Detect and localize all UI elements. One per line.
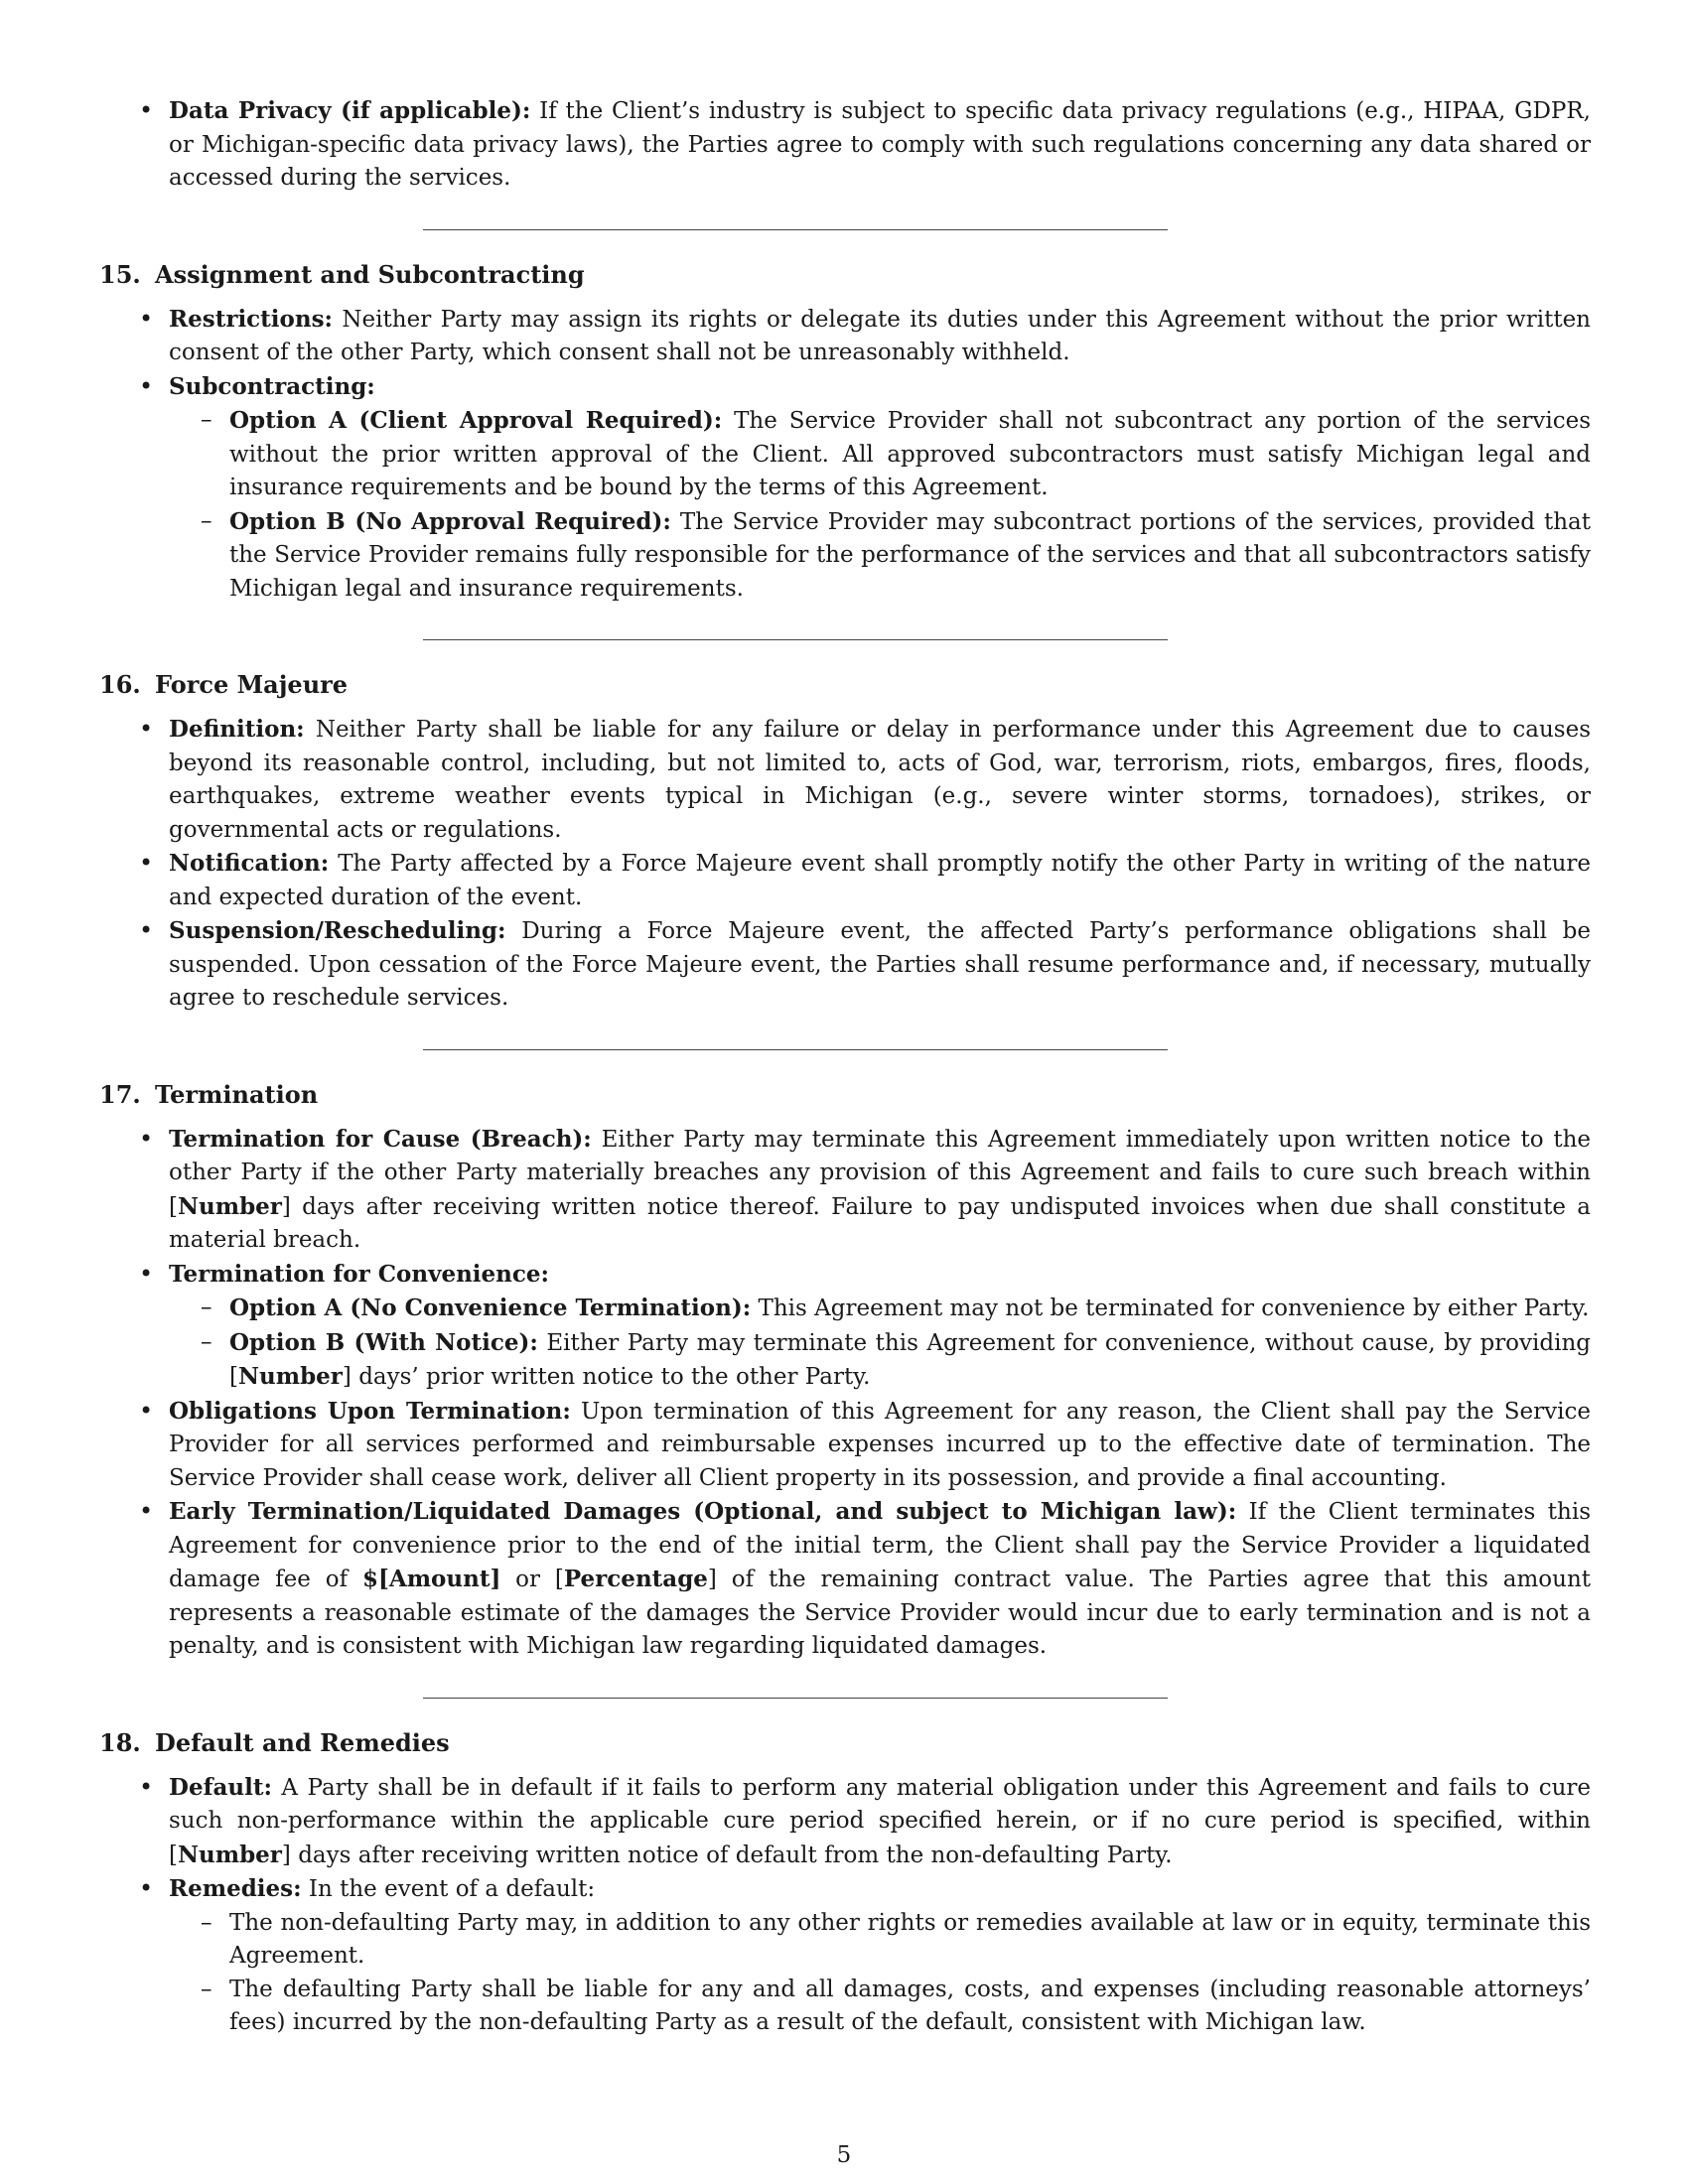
termination-cause-text: Either Party may terminate this Agreement immediately upon written notice to the other Party if the other Party materially breaches any provision of this Agreement and fails to cure such breach within [: [169, 1126, 1592, 1220]
convenience-options: [169, 1292, 1591, 1395]
subcontracting-options: [169, 404, 1591, 606]
subcontracting-option-a: [169, 404, 1591, 505]
termination-cause-label: Termination for Cause (Breach):: [169, 1125, 592, 1153]
early-termination-label: Early Termination/Liquidated Damages (Optional, and subject to Michigan law):: [169, 1498, 1237, 1525]
early-termination-text-end: ] of the remaining contract value. The Parties agree that this amount represents a reasonable estimate of the damages the Service Provider would incur due to early termination and is not a penalty, and is consistent with Michigan law regarding liquidated damages.: [169, 1567, 1591, 1659]
restrictions-item: [99, 303, 1591, 370]
section-18-number: 18.: [99, 1727, 141, 1757]
option-b-label: Option B (No Approval Required):: [229, 507, 671, 535]
convenience-option-a-text: This Agreement may not be terminated for convenience by either Party.: [751, 1296, 1590, 1321]
data-privacy-item: [99, 94, 1591, 196]
subcontracting-option-b: [169, 505, 1591, 607]
convenience-option-b-text-end: ] days’ prior written notice to the other Party.: [342, 1364, 871, 1390]
notification-item: [99, 847, 1591, 914]
amount-placeholder: $[Amount]: [361, 1566, 501, 1592]
remedies-item: [99, 1872, 1591, 2040]
obligations-text: Upon termination of this Agreement for any reason, the Client shall pay the Service Provider for all services performed and reimbursable expenses incurred up to the effective date of termination. The Service Provider shall cease work, deliver all Client property in its possession, and provide a final accounting.: [169, 1398, 1591, 1491]
default-number-placeholder: Number: [177, 1841, 282, 1868]
document-page: [99, 94, 1591, 2040]
section-18-title: Default and Remedies: [155, 1727, 450, 1757]
convenience-option-b: [169, 1326, 1591, 1395]
remedies-label: Remedies:: [169, 1875, 302, 1902]
suspension-label: Suspension/Rescheduling:: [169, 917, 506, 944]
section-17-list: [99, 1123, 1591, 1664]
convenience-option-b-label: Option B (With Notice):: [229, 1328, 538, 1356]
restrictions-label: Restrictions:: [169, 305, 334, 333]
suspension-text: During a Force Majeure event, the affected Party’s performance obligations shall be suspended. Upon cessation of the Force Majeure event, the Parties shall resume performance and, if necessary, mutually agree to reschedule services.: [169, 918, 1591, 1011]
default-item: [99, 1771, 1591, 1873]
obligations-item: [99, 1395, 1591, 1496]
cause-number-placeholder: Number: [177, 1192, 282, 1220]
termination-convenience-label: Termination for Convenience:: [169, 1260, 550, 1288]
default-text: A Party shall be in default if it fails to perform any material obligation under this Agreement and fails to cure such non-performance within the applicable cure period specified herein, or if no cure period is specified, within [: [169, 1774, 1591, 1868]
early-termination-text-mid: or [: [500, 1567, 564, 1592]
remedies-text: In the event of a default:: [301, 1876, 596, 1902]
option-b-text: The Service Provider may subcontract portions of the services, provided that the Service Provider remains fully responsible for the performance of the services and that all subcontractors satisfy Michigan legal and insurance requirements.: [229, 508, 1591, 602]
definition-item: [99, 713, 1591, 847]
data-privacy-label: Data Privacy (if applicable):: [169, 97, 531, 124]
section-divider: [423, 1049, 1168, 1050]
convenience-option-a-label: Option A (No Convenience Termination):: [229, 1295, 752, 1321]
section-divider: [423, 1698, 1168, 1699]
option-a-label: Option A (Client Approval Required):: [229, 407, 723, 434]
remedy-item: – The non-defaulting Party may, in addition to any other rights or remedies available at law or in equity, terminate this Agreement.: [169, 1907, 1591, 1974]
convenience-option-b-text: Either Party may terminate this Agreement for convenience, without cause, by providing [: [229, 1329, 1591, 1390]
suspension-item: [99, 914, 1591, 1016]
section-16-title: Force Majeure: [155, 670, 349, 699]
option-a-text: The Service Provider shall not subcontract any portion of the services without the prior written approval of the Client. All approved subcontractors must satisfy Michigan legal and insurance requirements and be bound by the terms of this Agreement.: [229, 408, 1591, 500]
section-18-heading: [99, 1726, 1591, 1759]
subcontracting-label: Subcontracting:: [169, 372, 375, 400]
convenience-option-a: [169, 1292, 1591, 1326]
section-17-heading: [99, 1078, 1591, 1111]
subcontracting-item: [99, 370, 1591, 607]
section-17-number: 17.: [99, 1079, 141, 1109]
termination-cause-text-end: ] days after receiving written notice thereof. Failure to pay undisputed invoices when due shall constitute a material breach.: [169, 1193, 1591, 1253]
section-15-list: [99, 303, 1591, 607]
termination-convenience-item: [99, 1258, 1591, 1395]
section-divider: [423, 639, 1168, 640]
default-label: Default:: [169, 1773, 272, 1801]
notice-number-placeholder: Number: [237, 1363, 343, 1390]
early-termination-text: If the Client terminates this Agreement for convenience prior to the end of the initial term, the Client shall pay the Service Provider a liquidated damage fee of: [169, 1499, 1592, 1592]
restrictions-text: Neither Party may assign its rights or delegate its duties under this Agreement without the prior written consent of the other Party, which consent shall not be unreasonably withheld.: [169, 306, 1591, 365]
default-text-end: ] days after receiving written notice of default from the non-defaulting Party.: [281, 1842, 1173, 1868]
notification-text: The Party affected by a Force Majeure event shall promptly notify the other Party in writing of the nature and expected duration of the event.: [169, 851, 1591, 910]
page-number: 5: [836, 2142, 852, 2168]
percentage-placeholder: Percentage: [563, 1566, 708, 1592]
notification-label: Notification:: [169, 850, 330, 877]
section-16-list: [99, 713, 1591, 1016]
section-divider: [423, 229, 1168, 230]
definition-text: Neither Party shall be liable for any failure or delay in performance under this Agreement due to causes beyond its reasonable control, including, but not limited to, acts of God, war, terrorism, riots, embargos, fires, floods, earthquakes, extreme weather events typical in Michigan (e.g., severe winter storms, tornadoes), strikes, or governmental acts or regulations.: [169, 717, 1591, 843]
remedy-item: – The defaulting Party shall be liable for any and all damages, costs, and expenses (including reasonable attorneys’ fees) incurred by the non-defaulting Party as a result of the default, consistent with Michigan law.: [169, 1974, 1591, 2040]
section-18-list: [99, 1771, 1591, 2040]
obligations-label: Obligations Upon Termination:: [169, 1397, 571, 1425]
section-17-title: Termination: [155, 1079, 319, 1109]
section-15-title: Assignment and Subcontracting: [155, 259, 585, 289]
definition-label: Definition:: [169, 716, 305, 743]
section-15-number: 15.: [99, 259, 141, 289]
data-privacy-text: If the Client’s industry is subject to specific data privacy regulations (e.g., HIPAA, GDPR, or Michigan-specific data privacy laws), the Parties agree to comply with such regulations concerning any data shared or accessed during the services.: [169, 98, 1591, 191]
section-16-heading: [99, 668, 1591, 701]
remedies-list: [169, 1907, 1591, 2040]
early-termination-item: [99, 1495, 1591, 1664]
data-privacy-list: [99, 94, 1591, 196]
section-15-heading: [99, 258, 1591, 291]
termination-cause-item: [99, 1123, 1591, 1258]
section-16-number: 16.: [99, 670, 141, 699]
